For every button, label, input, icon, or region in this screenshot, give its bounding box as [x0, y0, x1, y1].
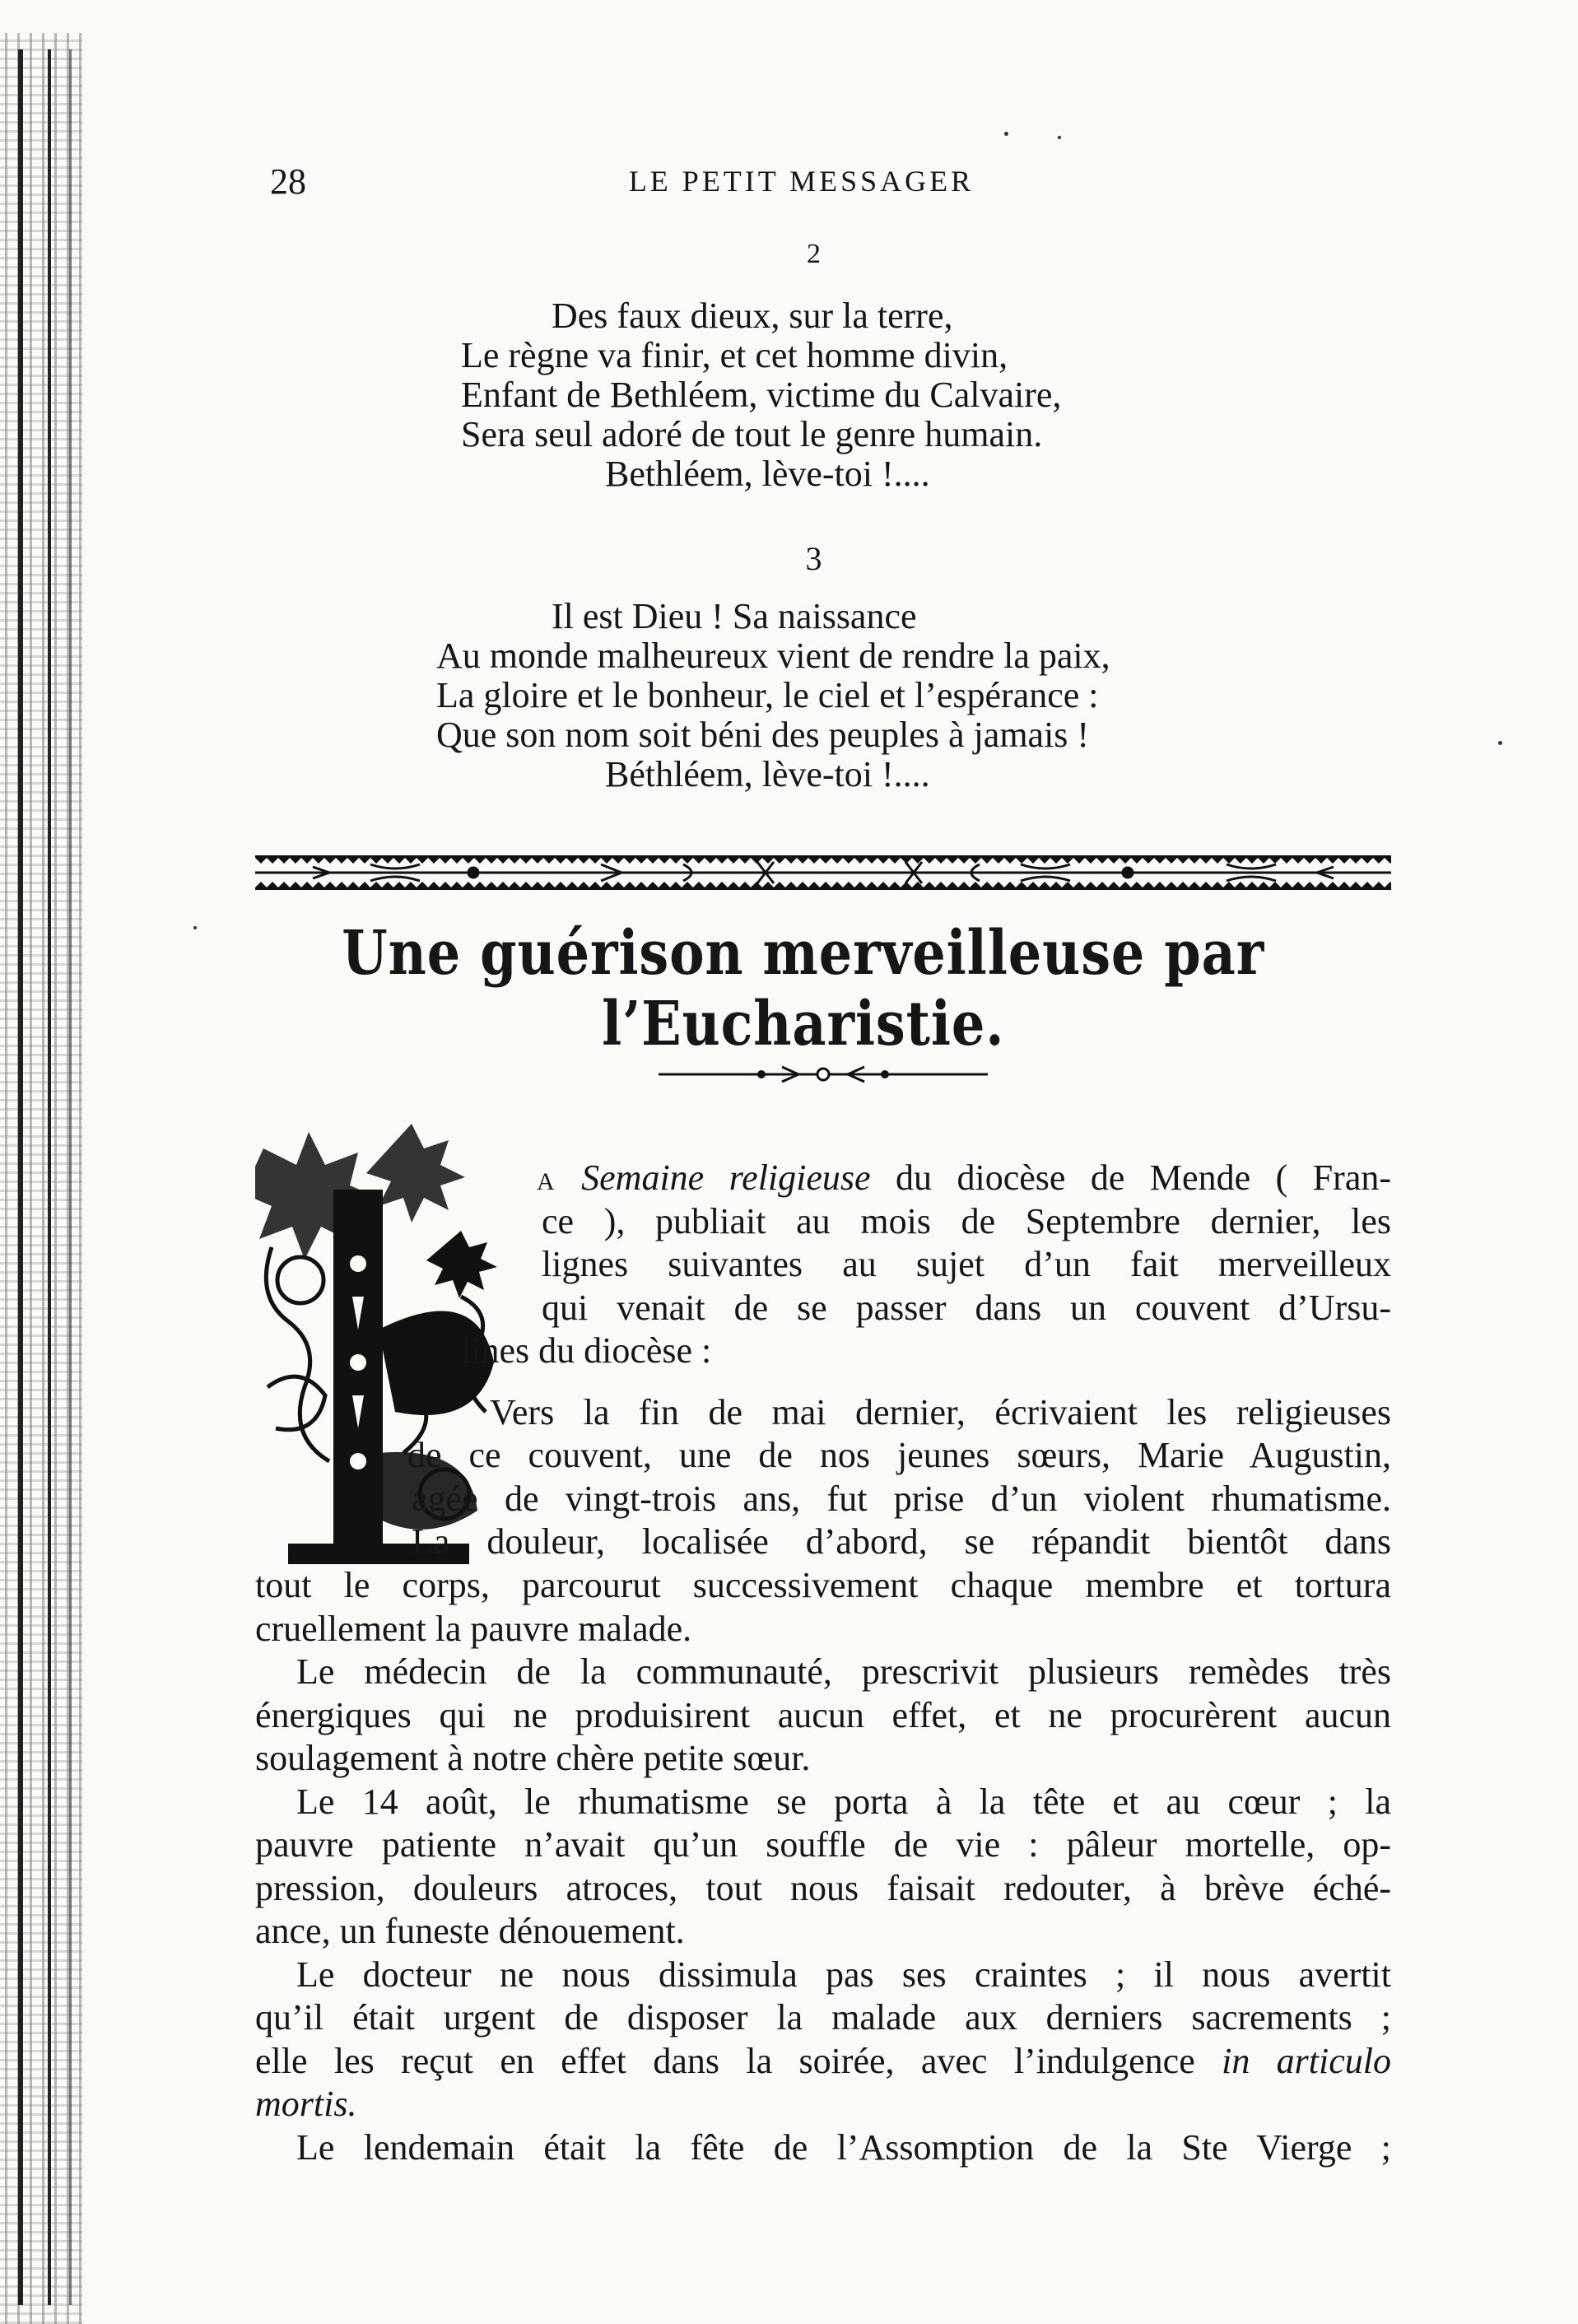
- rule-tooth: [1315, 858, 1327, 864]
- rule-tooth: [1131, 882, 1143, 887]
- text-line: tout le corps, parcourut successivement chaque membre et tortura: [255, 1565, 1391, 1605]
- rule-tooth: [566, 858, 578, 864]
- rule-tooth: [1166, 858, 1177, 864]
- rule-tooth: [451, 858, 463, 864]
- rule-tooth: [705, 882, 716, 887]
- rule-tooth: [820, 858, 831, 864]
- rule-tooth: [1027, 858, 1039, 864]
- rule-tooth: [843, 882, 854, 887]
- rule-tooth: [1373, 858, 1385, 864]
- rule-tooth: [1085, 882, 1096, 887]
- paragraph-1-line: [412, 1478, 1391, 1521]
- rule-tooth: [1027, 882, 1039, 887]
- rule-tooth: [635, 882, 647, 887]
- text-line: ance, un funeste dénouement.: [255, 1911, 685, 1951]
- rule-tooth: [370, 882, 382, 887]
- rule-tooth: [693, 858, 705, 864]
- rule-tooth: [555, 882, 566, 887]
- rule-tooth: [1177, 882, 1189, 887]
- intro-line: [542, 1287, 1391, 1330]
- verse-line: Il est Dieu ! Sa naissance: [552, 596, 917, 636]
- rule-tooth: [278, 882, 290, 887]
- rule-tooth: [635, 858, 647, 864]
- rule-tooth: [1304, 882, 1315, 887]
- text-line: La douleur, localisée d’abord, se répandit bientôt dans: [412, 1521, 1391, 1562]
- text-line: soulagement à notre chère petite sœur.: [255, 1738, 811, 1778]
- text-line: [255, 2083, 1391, 2126]
- title-ornament: [659, 1062, 988, 1087]
- rule-tooth: [255, 858, 267, 864]
- rule-tooth: [301, 882, 313, 887]
- text-line: Le docteur ne nous dissimula pas ses craintes ; il nous avertit: [296, 1954, 1391, 1995]
- rule-tooth: [682, 858, 693, 864]
- rule-tooth: [1004, 882, 1016, 887]
- rule-tooth: [682, 882, 693, 887]
- rule-tooth: [497, 858, 509, 864]
- rule-tooth: [463, 882, 474, 887]
- verse-line: Au monde malheureux vient de rendre la paix,: [436, 636, 1110, 676]
- rule-tooth: [543, 882, 555, 887]
- intro-line: [542, 1243, 1391, 1287]
- rule-tooth: [1212, 858, 1223, 864]
- rule-tooth: [705, 858, 716, 864]
- rule-tooth: [382, 882, 393, 887]
- speck: [1004, 132, 1008, 136]
- rule-tooth: [1177, 858, 1189, 864]
- rule-tooth: [1143, 882, 1154, 887]
- rule-tooth: [728, 858, 739, 864]
- binding-line: [48, 49, 51, 2305]
- rule-tooth: [647, 858, 659, 864]
- rule-tooth: [1200, 882, 1212, 887]
- rule-tooth: [336, 858, 347, 864]
- rule-tooth: [278, 858, 290, 864]
- rule-tooth: [1269, 882, 1281, 887]
- rule-tooth: [1131, 858, 1143, 864]
- rule-tooth: [1338, 882, 1350, 887]
- rule-tooth: [509, 858, 520, 864]
- rule-tooth: [267, 858, 278, 864]
- verse-line: Des faux dieux, sur la terre,: [552, 296, 953, 336]
- paragraph-1-line: [407, 1434, 1391, 1478]
- rule-tooth: [474, 882, 486, 887]
- text-line: Vers la fin de mai dernier, écrivaient les religieuses: [490, 1392, 1391, 1432]
- rule-tooth: [774, 858, 785, 864]
- rule-tooth: [1315, 882, 1327, 887]
- verse-line: La gloire et le bonheur, le ciel et l’espérance :: [436, 675, 1099, 715]
- text-line: de ce couvent, une de nos jeunes sœurs, Marie Augustin,: [407, 1435, 1391, 1475]
- rule-tooth: [1246, 882, 1258, 887]
- binding-line: [18, 49, 23, 2305]
- rule-tooth: [463, 858, 474, 864]
- rule-tooth: [993, 882, 1004, 887]
- rule-tooth: [555, 858, 566, 864]
- rule-tooth: [670, 882, 682, 887]
- rule-tooth: [947, 858, 958, 864]
- speck: [1498, 741, 1502, 745]
- rule-tooth: [1073, 858, 1085, 864]
- rule-tooth: [370, 858, 382, 864]
- rule-tooth: [486, 858, 497, 864]
- paragraph-1-line: [412, 1521, 1391, 1564]
- rule-tooth: [831, 858, 843, 864]
- rule-tooth: [578, 882, 589, 887]
- rule-tooth: [440, 858, 451, 864]
- running-title: LE PETIT MESSAGER: [628, 165, 975, 198]
- rule-tooth: [1362, 882, 1373, 887]
- rule-tooth: [866, 882, 877, 887]
- rule-tooth: [1004, 858, 1016, 864]
- rule-tooth: [1096, 858, 1108, 864]
- rule-tooth: [1292, 858, 1304, 864]
- rule-tooth: [1362, 858, 1373, 864]
- rule-tooth: [1350, 858, 1362, 864]
- rule-tooth: [520, 882, 532, 887]
- body-text: [255, 1564, 1391, 2169]
- rule-tooth: [670, 858, 682, 864]
- rule-tooth: [820, 882, 831, 887]
- rule-tooth: [693, 882, 705, 887]
- verse-line: Le règne va finir, et cet homme divin,: [461, 335, 1008, 375]
- page-header: [0, 161, 1578, 210]
- paragraph-1: [449, 1391, 1391, 1435]
- rule-tooth: [1258, 858, 1269, 864]
- rule-tooth: [854, 858, 866, 864]
- rule-tooth: [347, 858, 359, 864]
- rule-tooth: [313, 858, 324, 864]
- rule-tooth: [532, 882, 543, 887]
- rule-tooth: [1281, 858, 1292, 864]
- rule-tooth: [324, 882, 336, 887]
- rule-tooth: [854, 882, 866, 887]
- rule-tooth: [336, 882, 347, 887]
- rule-tooth: [417, 858, 428, 864]
- text-line: [537, 1157, 1391, 1200]
- rule-tooth: [543, 858, 555, 864]
- rule-tooth: [359, 882, 370, 887]
- text-line: lignes suivantes au sujet d’un fait merveilleux: [542, 1244, 1391, 1284]
- rule-tooth: [428, 882, 440, 887]
- text-line: ce ), publiait au mois de Septembre dernier, les: [542, 1201, 1391, 1241]
- text-line: qui venait de se passer dans un couvent d’Ursu-: [542, 1288, 1391, 1328]
- rule-tooth: [405, 882, 417, 887]
- rule-tooth: [1050, 858, 1062, 864]
- rule-tooth: [1016, 858, 1027, 864]
- rule-tooth: [889, 882, 901, 887]
- intro-line: [542, 1200, 1391, 1244]
- speck: [1058, 136, 1061, 139]
- text-line: Le médecin de la communauté, prescrivit plusieurs remèdes très: [296, 1651, 1391, 1692]
- rule-tooth: [624, 858, 635, 864]
- rule-tooth: [382, 858, 393, 864]
- stanza-2: [461, 296, 1061, 494]
- rule-tooth: [578, 858, 589, 864]
- rule-tooth: [716, 858, 728, 864]
- rule-tooth: [451, 882, 463, 887]
- rule-tooth: [981, 882, 993, 887]
- rule-tooth: [1327, 882, 1338, 887]
- rule-tooth: [509, 882, 520, 887]
- rule-tooth: [1016, 882, 1027, 887]
- rule-tooth: [1154, 882, 1166, 887]
- intro-line: [461, 1330, 1391, 1373]
- rule-tooth: [808, 858, 820, 864]
- rule-tooth: [993, 858, 1004, 864]
- rule-tooth: [624, 882, 635, 887]
- rule-tooth: [1062, 858, 1073, 864]
- text-line: pression, douleurs atroces, tout nous faisait redouter, à brève éché-: [255, 1867, 1391, 1908]
- rule-tooth: [970, 882, 981, 887]
- text-span: elle les reçut en effet dans la soirée, avec l’indulgence: [255, 2040, 1222, 2081]
- rule-tooth: [589, 858, 601, 864]
- rule-tooth: [739, 882, 751, 887]
- rule-tooth: [1212, 882, 1223, 887]
- rule-tooth: [612, 858, 624, 864]
- rule-tooth: [774, 882, 785, 887]
- rule-tooth: [1385, 858, 1391, 864]
- rule-tooth: [1189, 882, 1200, 887]
- rule-tooth: [924, 858, 935, 864]
- rule-tooth: [1154, 858, 1166, 864]
- rule-tooth: [601, 882, 612, 887]
- rule-tooth: [924, 882, 935, 887]
- rule-tooth: [290, 858, 301, 864]
- rule-tooth: [1223, 858, 1235, 864]
- rule-tooth: [520, 858, 532, 864]
- rule-tooth: [785, 882, 797, 887]
- page-number: 28: [270, 161, 306, 202]
- rule-tooth: [1304, 858, 1315, 864]
- small-cap: A: [537, 1168, 556, 1195]
- rule-tooth: [440, 882, 451, 887]
- verse-line: Sera seul adoré de tout le genre humain.: [461, 414, 1043, 454]
- rule-tooth: [1108, 882, 1119, 887]
- rule-tooth: [532, 858, 543, 864]
- rule-tooth: [866, 858, 877, 864]
- rule-tooth: [1119, 882, 1131, 887]
- rule-tooth: [935, 882, 947, 887]
- rule-tooth: [1062, 882, 1073, 887]
- rule-tooth: [1246, 858, 1258, 864]
- rule-tooth: [728, 882, 739, 887]
- rule-tooth: [612, 882, 624, 887]
- text-line: [255, 2040, 1391, 2084]
- rule-tooth: [1108, 858, 1119, 864]
- ornamental-rule: [255, 852, 1391, 893]
- rule-tooth: [566, 882, 578, 887]
- verse-line: Enfant de Bethléem, victime du Calvaire,: [461, 375, 1062, 415]
- rule-tooth: [497, 882, 509, 887]
- rule-tooth: [797, 882, 808, 887]
- rule-tooth: [1143, 858, 1154, 864]
- rule-tooth: [958, 882, 970, 887]
- rule-tooth: [393, 882, 405, 887]
- text-line: pauvre patiente n’avait qu’un souffle de vie : pâleur mortelle, op-: [255, 1824, 1391, 1865]
- rule-tooth: [659, 882, 670, 887]
- rule-tooth: [659, 858, 670, 864]
- rule-tooth: [393, 858, 405, 864]
- rule-tooth: [808, 882, 820, 887]
- italic-phrase: mortis.: [255, 2084, 357, 2124]
- rule-tooth: [1096, 882, 1108, 887]
- rule-tooth: [797, 858, 808, 864]
- rule-tooth: [947, 882, 958, 887]
- italic-title: Semaine religieuse: [581, 1157, 871, 1198]
- rule-tooth: [313, 882, 324, 887]
- rule-tooth: [1269, 858, 1281, 864]
- rule-tooth: [889, 858, 901, 864]
- rule-tooth: [1073, 882, 1085, 887]
- rule-tooth: [255, 882, 267, 887]
- rule-tooth: [1385, 882, 1391, 887]
- italic-phrase: in articulo: [1222, 2040, 1391, 2081]
- rule-tooth: [1223, 882, 1235, 887]
- rule-tooth: [290, 882, 301, 887]
- rule-tooth: [1258, 882, 1269, 887]
- binding-line: [69, 49, 72, 2305]
- rule-tooth: [1039, 882, 1050, 887]
- rule-tooth: [405, 858, 417, 864]
- rule-tooth: [589, 882, 601, 887]
- rule-tooth: [1200, 858, 1212, 864]
- stanza-number: 3: [805, 540, 822, 577]
- rule-tooth: [1338, 858, 1350, 864]
- rule-tooth: [267, 882, 278, 887]
- text-line: qu’il était urgent de disposer la malade aux derniers sacrements ;: [255, 1997, 1391, 2038]
- rule-tooth: [1235, 858, 1246, 864]
- rule-tooth: [1119, 858, 1131, 864]
- rule-tooth: [1373, 882, 1385, 887]
- rule-tooth: [1039, 858, 1050, 864]
- rule-tooth: [739, 858, 751, 864]
- rule-tooth: [1327, 858, 1338, 864]
- rule-tooth: [877, 858, 889, 864]
- rule-tooth: [601, 858, 612, 864]
- text-line: lines du diocèse :: [461, 1330, 712, 1371]
- rule-tooth: [877, 882, 889, 887]
- rule-tooth: [935, 858, 947, 864]
- intro-paragraph: [537, 1157, 1391, 1200]
- verse-line: Que son nom soit béni des peuples à jamais !: [436, 715, 1090, 755]
- rule-tooth: [324, 858, 336, 864]
- rule-tooth: [1085, 858, 1096, 864]
- rule-tooth: [359, 858, 370, 864]
- rule-tooth: [428, 858, 440, 864]
- rule-tooth: [1166, 882, 1177, 887]
- rule-tooth: [474, 858, 486, 864]
- stanza-3: [436, 597, 1110, 794]
- rule-tooth: [486, 882, 497, 887]
- rule-tooth: [958, 858, 970, 864]
- rule-tooth: [1292, 882, 1304, 887]
- rule-tooth: [1350, 882, 1362, 887]
- rule-tooth: [1281, 882, 1292, 887]
- text-line: énergiques qui ne produisirent aucun effet, et ne procurèrent aucun: [255, 1694, 1391, 1735]
- rule-tooth: [1189, 858, 1200, 864]
- text-line: Le 14 août, le rhumatisme se porta à la tête et au cœur ; la: [296, 1781, 1391, 1822]
- rule-tooth: [785, 858, 797, 864]
- rule-tooth: [301, 858, 313, 864]
- text-line: Le lendemain était la fête de l’Assomption de la Ste Vierge ;: [296, 2126, 1391, 2168]
- verse-refrain: Bethléem, lève-toi !....: [605, 454, 930, 494]
- rule-tooth: [647, 882, 659, 887]
- rule-tooth: [347, 882, 359, 887]
- rule-tooth: [1235, 882, 1246, 887]
- rule-tooth: [417, 882, 428, 887]
- rule-tooth: [970, 858, 981, 864]
- verse-refrain: Béthléem, lève-toi !....: [605, 754, 930, 794]
- rule-tooth: [981, 858, 993, 864]
- text-line: cruellement la pauvre malade.: [255, 1608, 692, 1649]
- rule-tooth: [1050, 882, 1062, 887]
- stanza-number: 2: [807, 239, 821, 269]
- text-line: agée de vingt-trois ans, fut prise d’un violent rhumatisme.: [412, 1479, 1391, 1519]
- article-title: Une guérison merveilleuse par l’Eucharistie.: [342, 918, 1265, 1060]
- rule-tooth: [831, 882, 843, 887]
- text-span: du diocèse de Mende ( Fran-: [870, 1157, 1392, 1198]
- rule-tooth: [716, 882, 728, 887]
- rule-tooth: [843, 858, 854, 864]
